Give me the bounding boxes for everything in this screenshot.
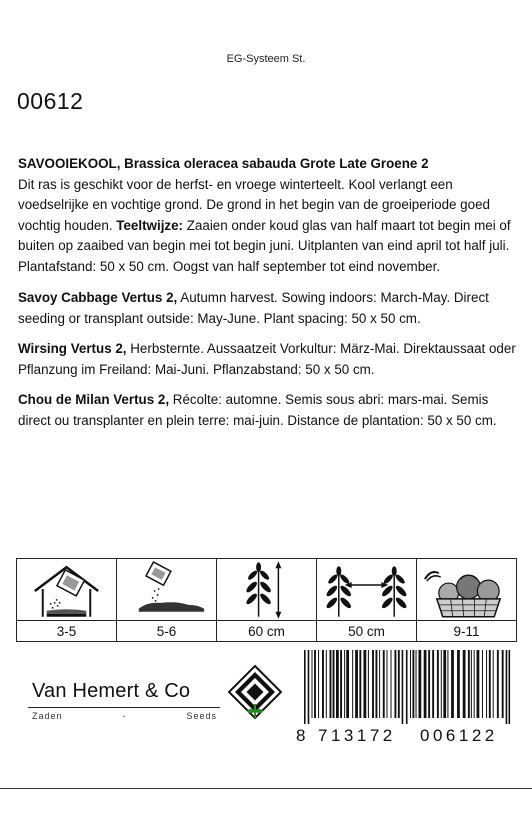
barcode-digit-prefix: 8 (296, 726, 306, 745)
barcode-bar (336, 650, 339, 718)
barcode-bar (312, 650, 313, 718)
outdoor-sowing-months: 5-6 (156, 624, 177, 639)
barcode-bar (363, 650, 366, 718)
barcode-bar (383, 650, 385, 718)
barcode-bar (416, 650, 417, 718)
plant-spacing-value: 50 cm (348, 624, 385, 639)
dutch-title: SAVOOIEKOOL, Brassica oleracea sabauda Grote Late Groene 2 (18, 156, 429, 171)
harvest-basket-icon (417, 559, 516, 621)
barcode-bar (432, 650, 434, 718)
description-french (18, 390, 516, 431)
barcode-bar (424, 650, 427, 718)
barcode-bar (333, 650, 335, 718)
barcode-bar (402, 650, 404, 724)
plant-height-icon (217, 559, 316, 621)
english-title: Savoy Cabbage Vertus 2, (18, 290, 178, 305)
barcode-bar (509, 650, 511, 724)
barcode-bar (412, 650, 414, 718)
barcode-bar (482, 650, 483, 718)
brand-tagline (32, 711, 217, 721)
greenhouse-sowing-icon (17, 559, 116, 621)
barcode-bar (468, 650, 470, 718)
barcode-bar (474, 650, 475, 718)
barcode-bar (443, 650, 446, 718)
barcode-bar (322, 650, 324, 718)
tagline-seeds-english: Seeds (186, 711, 217, 721)
barcode-bar (477, 650, 480, 718)
barcode-bar (344, 650, 345, 718)
barcode-bar (489, 650, 491, 718)
barcode-bar (318, 650, 319, 718)
tagline-separator: - (122, 711, 127, 721)
barcode-bar (379, 650, 380, 718)
french-title: Chou de Milan Vertus 2, (18, 392, 170, 407)
barcode-bar (506, 650, 508, 724)
harvest-months: 9-11 (453, 624, 480, 639)
barcode-bar (398, 650, 400, 718)
barcode-icon (296, 650, 518, 724)
barcode-bar (418, 650, 421, 718)
barcode-bar (457, 650, 460, 718)
icon-cell-greenhouse (17, 559, 117, 641)
barcode-bar (359, 650, 361, 718)
dutch-method-label: Teeltwijze: (116, 217, 184, 233)
barcode-bar (441, 650, 442, 718)
outdoor-sowing-icon (117, 559, 216, 621)
barcode-bar (372, 650, 374, 718)
english-body: Autumn harvest. Sowing indoors: March-May. Direct seeding or transplant outside: May-June. Plant spacing: 50 x 50 cm. (18, 290, 489, 326)
barcode-bar (308, 650, 310, 724)
barcode-bar (375, 650, 377, 718)
plant-spacing-icon (317, 559, 416, 621)
barcode-bar (451, 650, 454, 718)
barcode-number (296, 726, 518, 746)
barcode-bar (368, 650, 369, 718)
description-german (18, 339, 516, 380)
barcode-bar (486, 650, 487, 718)
barcode-bar (352, 650, 353, 718)
icon-cell-spacing (317, 559, 417, 641)
cultivation-icons-strip (16, 558, 517, 642)
barcode-bar (463, 650, 466, 718)
certification-label: EG-Systeem St. (226, 53, 306, 65)
barcode-bar (437, 650, 439, 718)
barcode-digits-right: 006122 (420, 726, 498, 745)
dutch-method: Zaaien onder koud glas van half maart tot begin mei of buiten op zaaibed van begin mei tot begin juni. Uitplanten van eind april tot half juli. Plantafstand: 50 x 50 cm. Oogst van half september tot eind november. (18, 217, 511, 274)
barcode-bar (497, 650, 499, 718)
greenhouse-sowing-months: 3-5 (56, 624, 77, 639)
barcode-bar (340, 650, 342, 718)
barcode-bar (346, 650, 349, 718)
brand-name: Van Hemert & Co (32, 680, 191, 702)
icon-cell-outdoor (117, 559, 217, 641)
barcode-bar (447, 650, 448, 718)
barcode-bar (410, 650, 411, 718)
barcode-bar (406, 650, 408, 724)
barcode-bar (391, 650, 392, 718)
barcode-bar (326, 650, 327, 718)
german-title: Wirsing Vertus 2, (18, 341, 127, 356)
plant-height-value: 60 cm (248, 624, 285, 639)
brand-divider (28, 707, 220, 708)
description-english (18, 288, 516, 329)
icon-cell-harvest (417, 559, 516, 641)
german-body: Herbsternte. Aussaatzeit Vorkultur: März-Mai. Direktaussaat oder Pflanzung im Freiland: Mai-Juni. Pflanzabstand: 50 x 50 cm. (18, 341, 516, 377)
barcode-bar (394, 650, 396, 718)
barcode-bar (502, 650, 504, 718)
barcode-bar (386, 650, 387, 718)
barcode-bar (471, 650, 472, 718)
tagline-seeds-dutch: Zaden (32, 711, 63, 721)
barcode-digits-left: 713172 (318, 726, 396, 745)
icon-cell-height (217, 559, 317, 641)
barcode-bar (355, 650, 358, 718)
product-code: 00612 (17, 88, 84, 114)
barcode-bar (330, 650, 332, 718)
bottom-divider (0, 788, 532, 789)
description-dutch (18, 154, 516, 278)
barcode-bar (314, 650, 316, 718)
dutch-body: Dit ras is geschikt voor de herfst- en vroege winterteelt. Kool verlangt een voedselrijke en vochtige grond. De grond in het begin van de groeiperiode goed vochtig houden. (18, 176, 490, 233)
french-body: Récolte: automne. Semis sous abri: mars-mai. Semis direct ou transplanter en plein terre: mai-juin. Distance de plantation: 50 x 50 cm. (18, 392, 497, 428)
barcode-bar (428, 650, 430, 718)
company-logo-icon (227, 664, 283, 720)
barcode-bar (493, 650, 494, 718)
barcode-bar (304, 650, 306, 724)
